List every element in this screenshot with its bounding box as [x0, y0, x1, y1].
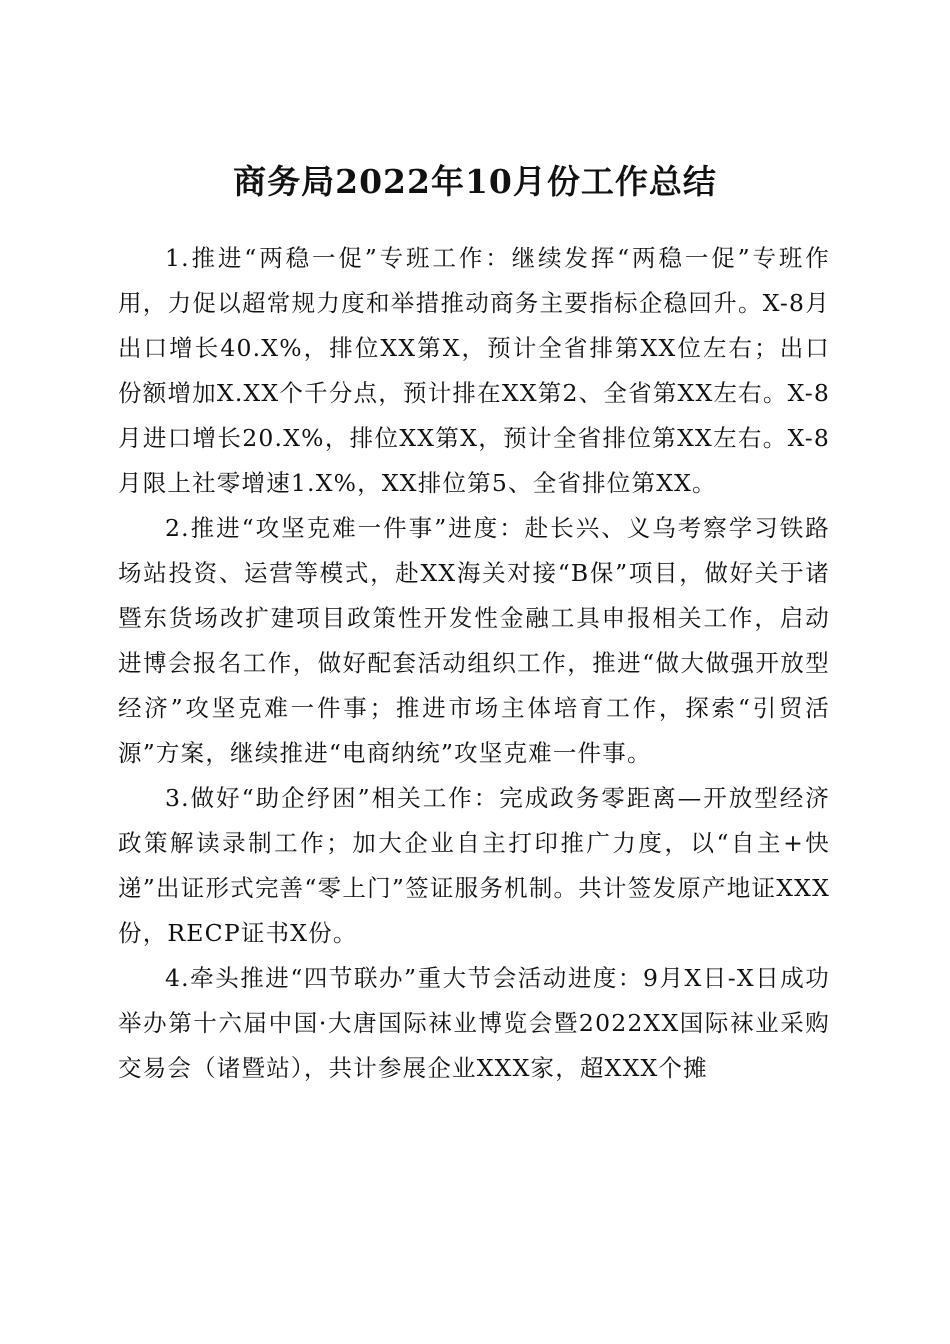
paragraph-1: 1.推进“两稳一促”专班工作：继续发挥“两稳一促”专班作用，力促以超常规力度和举措推动商务主要指标企稳回升。X-8月出口增长40.X%，排位XX第X，预计全省排第XX位左右；出口份额增加X.XX个千分点，预计排在XX第2、全省第XX左右。X-8月进口增长20.X%，排位XX第X，预计全省排位第XX左右。X-8月限上社零增速1.X%，XX排位第5、全省排位第XX。	[118, 244, 830, 497]
document-body	[118, 236, 830, 1091]
paragraph-2: 2.推进“攻坚克难一件事”进度：赴长兴、义乌考察学习铁路场站投资、运营等模式，赴XX海关对接“B保”项目，做好关于诸暨东货场改扩建项目政策性开发性金融工具申报相关工作，启动进博会报名工作，做好配套活动组织工作，推进“做大做强开放型经济”攻坚克难一件事；推进市场主体培育工作，探索“引贸活源”方案，继续推进“电商纳统”攻坚克难一件事。	[118, 514, 830, 767]
document-title: 商务局2022年10月份工作总结	[233, 162, 717, 202]
paragraph-4: 4.牵头推进“四节联办”重大节会活动进度：9月X日-X日成功举办第十六届中国·大唐国际袜业博览会暨2022XX国际袜业采购交易会（诸暨站），共计参展企业XXX家，超XXX个摊	[118, 964, 830, 1082]
paragraph-3: 3.做好“助企纾困”相关工作：完成政务零距离—开放型经济政策解读录制工作；加大企业自主打印推广力度，以“自主+快递”出证形式完善“零上门”签证服务机制。共计签发原产地证XXX份，RECP证书X份。	[118, 784, 830, 947]
